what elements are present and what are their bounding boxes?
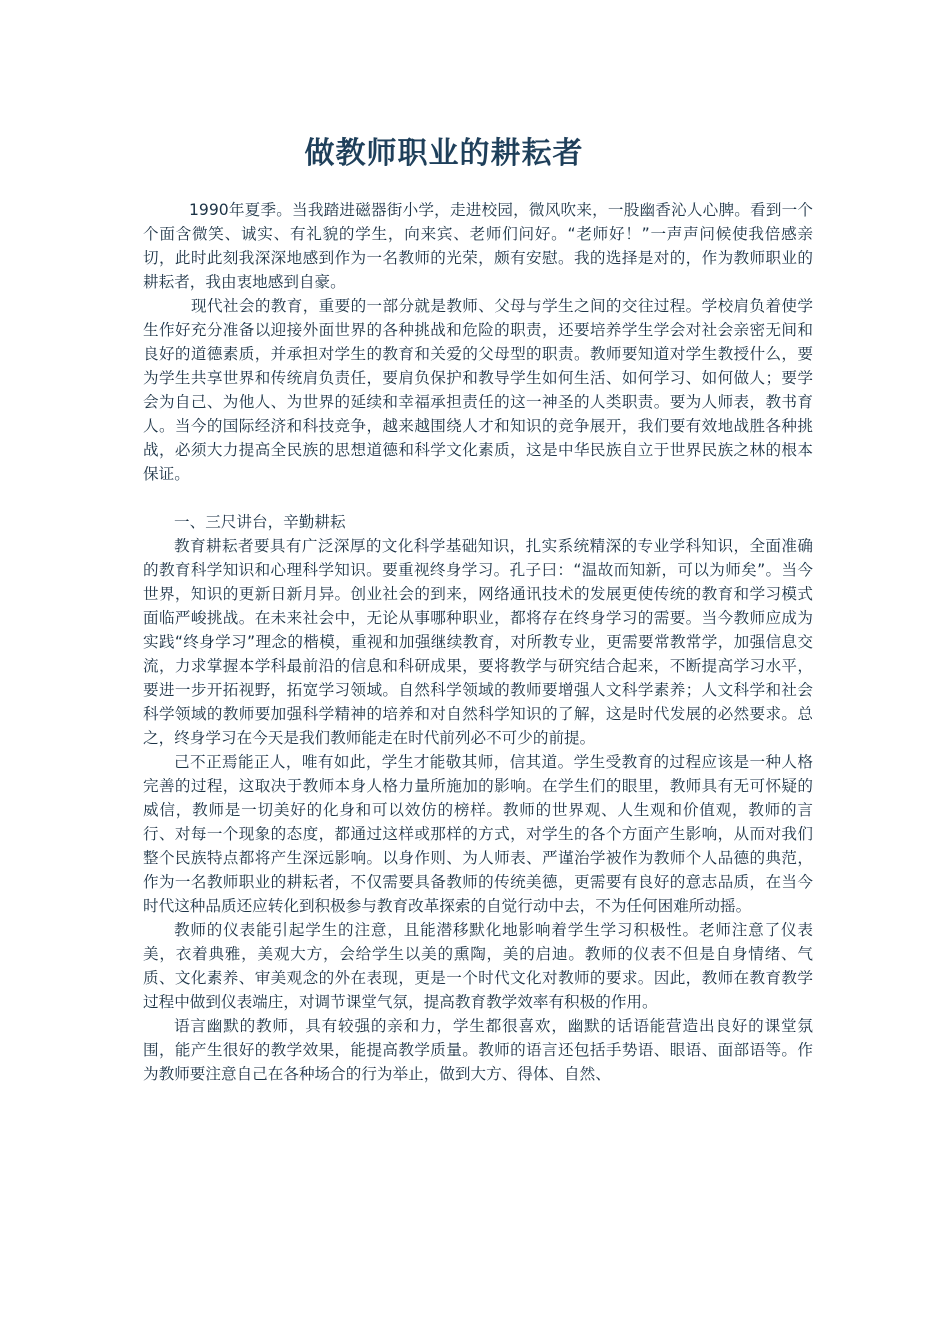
- intro-paragraph-2: 现代社会的教育，重要的一部分就是教师、父母与学生之间的交往过程。学校肩负着使学生作好充分准备以迎接外面世界的各种挑战和危险的职责，还要培养学生学会对社会亲密无间和良好的道德素质，并承担对学生的教育和关爱的父母型的职责。教师要知道对学生教授什么，要为学生共享世界和传统肩负责任，要肩负保护和教导学生如何生活、如何学习、如何做人；要学会为自己、为他人、为世界的延续和幸福承担责任的这一神圣的人类职责。要为人师表，教书育人。当今的国际经济和科技竞争，越来越围绕人才和知识的竞争展开，我们要有效地战胜各种挑战，必须大力提高全民族的思想道德和科学文化素质，这是中华民族自立于世界民族之林的根本保证。: [143, 297, 813, 483]
- section-paragraph-3: 教师的仪表能引起学生的注意，且能潜移默化地影响着学生学习积极性。老师注意了仪表美，衣着典雅，美观大方，会给学生以美的熏陶，美的启迪。教师的仪表不但是自身情绪、气质、文化素养、审美观念的外在表现，更是一个时代文化对教师的要求。因此，教师在教育教学过程中做到仪表端庄，对调节课堂气氛，提高教育教学效率有积极的作用。: [143, 921, 813, 1011]
- document-body: [143, 198, 813, 1086]
- intro-paragraph-1: 1990年夏季。当我踏进磁器街小学，走进校园，微风吹来，一股幽香沁人心脾。看到一个个面含微笑、诚实、有礼貌的学生，向来宾、老师们问好。“老师好！”一声声问候使我倍感亲切，此时此刻我深深地感到作为一名教师的光荣，颇有安慰。我的选择是对的，作为教师职业的耕耘者，我由衷地感到自豪。: [143, 201, 813, 291]
- section-heading: 一、三尺讲台，辛勤耕耘: [174, 513, 346, 531]
- section-paragraph-1: 教育耕耘者要具有广泛深厚的文化科学基础知识，扎实系统精深的专业学科知识，全面准确的教育科学知识和心理科学知识。要重视终身学习。孔子曰：“温故而知新，可以为师矣”。当今世界，知识的更新日新月异。创业社会的到来，网络通讯技术的发展更使传统的教育和学习模式面临严峻挑战。在未来社会中，无论从事哪种职业，都将存在终身学习的需要。当今教师应成为实践“终身学习”理念的楷模，重视和加强继续教育，对所教专业，更需要常教常学，加强信息交流，力求掌握本学科最前沿的信息和科研成果，要将教学与研究结合起来，不断提高学习水平，要进一步开拓视野，拓宽学习领域。自然科学领域的教师要增强人文科学素养；人文科学和社会科学领域的教师要加强科学精神的培养和对自然科学知识的了解，这是时代发展的必然要求。总之，终身学习在今天是我们教师能走在时代前列必不可少的前提。: [143, 537, 813, 747]
- document-title: 做教师职业的耕耘者: [304, 136, 584, 171]
- paragraph-spacer: [143, 486, 813, 510]
- section-paragraph-4: 语言幽默的教师，具有较强的亲和力，学生都很喜欢，幽默的话语能营造出良好的课堂氛围，能产生很好的教学效果，能提高教学质量。教师的语言还包括手势语、眼语、面部语等。作为教师要注意自己在各种场合的行为举止，做到大方、得体、自然、: [143, 1017, 813, 1083]
- section-paragraph-2: 己不正焉能正人，唯有如此，学生才能敬其师，信其道。学生受教育的过程应该是一种人格完善的过程，这取决于教师本身人格力量所施加的影响。在学生们的眼里，教师具有无可怀疑的威信，教师是一切美好的化身和可以效仿的榜样。教师的世界观、人生观和价值观，教师的言行、对每一个现象的态度，都通过这样或那样的方式，对学生的各个方面产生影响，从而对我们整个民族特点都将产生深远影响。以身作则、为人师表、严谨治学被作为教师个人品德的典范，作为一名教师职业的耕耘者，不仅需要具备教师的传统美德，更需要有良好的意志品质，在当今时代这种品质还应转化到积极参与教育改革探索的自觉行动中去，不为任何困难所动摇。: [143, 753, 813, 915]
